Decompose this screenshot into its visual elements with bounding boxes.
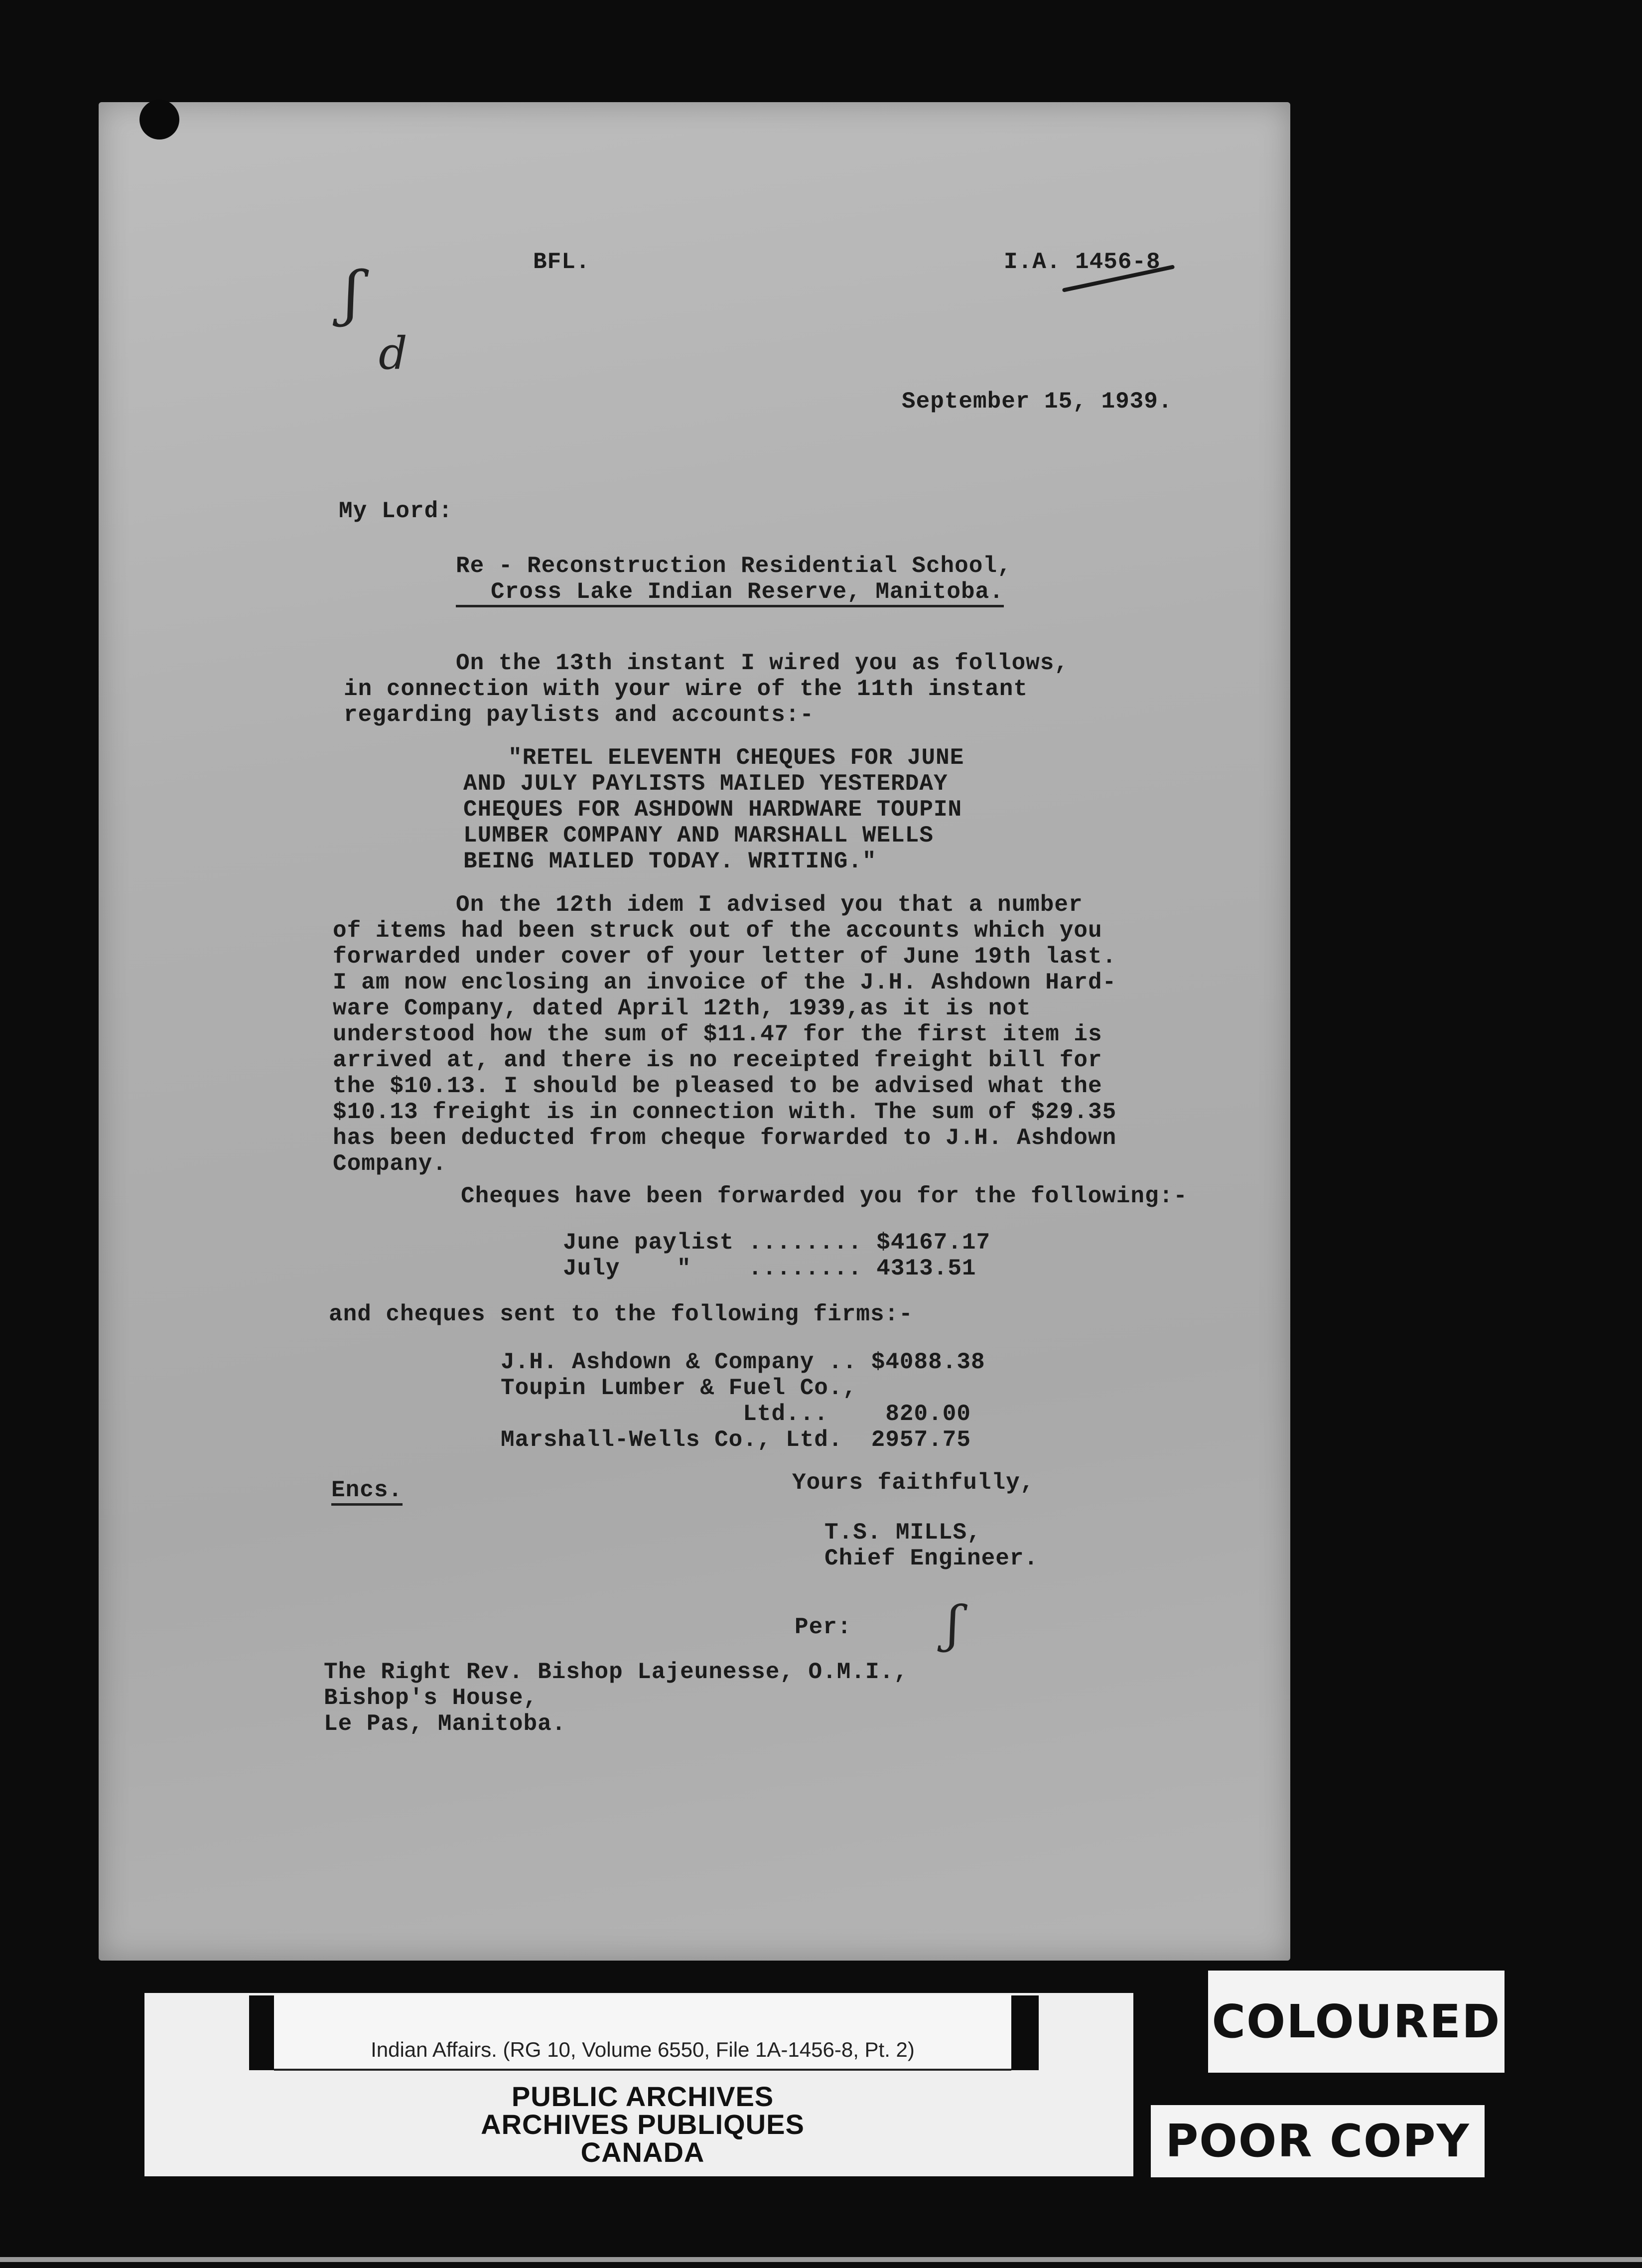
telegram-line: "RETEL ELEVENTH CHEQUES FOR JUNE: [508, 745, 964, 771]
label-tab-right: [1011, 1995, 1039, 2070]
para2-line: understood how the sum of $11.47 for the first item is: [333, 1021, 1102, 1047]
para2-line: I am now enclosing an invoice of the J.H. Ashdown Hard-: [333, 970, 1117, 995]
letter-date: September 15, 1939.: [902, 389, 1173, 415]
para2-line: On the 12th idem I advised you that a number: [456, 892, 1083, 918]
telegram-line: CHEQUES FOR ASHDOWN HARDWARE TOUPIN: [463, 797, 962, 823]
firm-line: Ltd... 820.00: [501, 1401, 971, 1427]
handwritten-initial-per: ʃ: [947, 1595, 960, 1653]
paylist-line: July " ........ 4313.51: [563, 1256, 976, 1281]
label-tab-left: [249, 1995, 274, 2070]
addressee-line: The Right Rev. Bishop Lajeunesse, O.M.I.,: [324, 1659, 908, 1685]
para2-line: Company.: [333, 1151, 447, 1177]
firms-intro: and cheques sent to the following firms:-: [329, 1301, 913, 1327]
poor-copy-stamp: POOR COPY: [1151, 2105, 1485, 2177]
para2-line: forwarded under cover of your letter of June 19th last.: [333, 944, 1117, 970]
telegram-line: AND JULY PAYLISTS MAILED YESTERDAY: [463, 771, 948, 797]
file-reference: I.A. 1456-8: [1004, 249, 1161, 275]
signer-name: T.S. MILLS,: [824, 1520, 981, 1546]
telegram-line: BEING MAILED TODAY. WRITING.": [463, 849, 877, 874]
signer-title: Chief Engineer.: [824, 1546, 1039, 1571]
addressee-line: Le Pas, Manitoba.: [324, 1711, 566, 1737]
enclosures-note: Encs.: [331, 1477, 403, 1506]
para2-line: has been deducted from cheque forwarded to J.H. Ashdown: [333, 1125, 1117, 1151]
archive-caption: Indian Affairs. (RG 10, Volume 6550, File 1A-1456-8, Pt. 2): [371, 2038, 915, 2061]
para2-line: of items had been struck out of the accounts which you: [333, 918, 1102, 944]
para1-line: in connection with your wire of the 11th instant: [344, 676, 1028, 702]
handwritten-initial-mark: ʃ: [344, 259, 360, 328]
para2-line: $10.13 freight is in connection with. The sum of $29.35: [333, 1099, 1117, 1125]
closing: Yours faithfully,: [792, 1470, 1035, 1496]
coloured-stamp: COLOURED: [1208, 1971, 1505, 2073]
cheques-intro: Cheques have been forwarded you for the following:-: [461, 1183, 1188, 1209]
para1-line: regarding paylists and accounts:-: [344, 702, 814, 728]
caption-rule: [274, 2069, 1011, 2071]
para2-line: ware Company, dated April 12th, 1939,as it is not: [333, 995, 1031, 1021]
para1-line: On the 13th instant I wired you as follows,: [456, 650, 1069, 676]
telegram-line: LUMBER COMPANY AND MARSHALL WELLS: [463, 823, 934, 849]
archives-country: CANADA: [580, 2136, 705, 2168]
archives-english: PUBLIC ARCHIVES: [511, 2081, 774, 2112]
addressee-line: Bishop's House,: [324, 1685, 538, 1711]
paylist-line: June paylist ........ $4167.17: [563, 1230, 991, 1256]
firm-line: J.H. Ashdown & Company .. $4088.38: [501, 1349, 985, 1375]
salutation: My Lord:: [339, 498, 453, 524]
re-line-2: Cross Lake Indian Reserve, Manitoba.: [456, 579, 1004, 607]
archives-french: ARCHIVES PUBLIQUES: [481, 2109, 805, 2140]
punch-hole: [139, 100, 179, 140]
firm-line: Toupin Lumber & Fuel Co.,: [501, 1375, 857, 1401]
ref-left: BFL.: [533, 249, 590, 275]
per-line: Per:: [795, 1614, 852, 1640]
film-edge: [0, 2257, 1642, 2262]
para2-line: the $10.13. I should be pleased to be advised what the: [333, 1073, 1102, 1099]
handwritten-loop-mark: d: [379, 327, 408, 380]
firm-line: Marshall-Wells Co., Ltd. 2957.75: [501, 1427, 971, 1453]
re-line-1: Re - Reconstruction Residential School,: [456, 553, 1012, 579]
para2-line: arrived at, and there is no receipted freight bill for: [333, 1047, 1102, 1073]
